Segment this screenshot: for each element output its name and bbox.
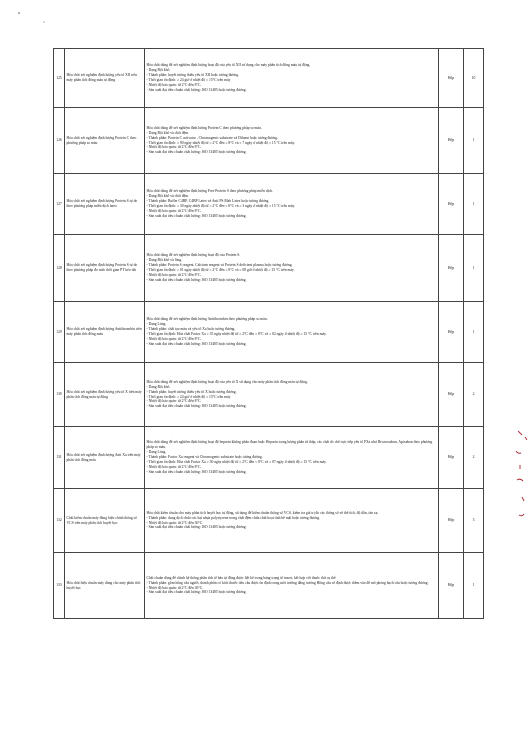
row-number: 130 — [54, 363, 65, 427]
item-description — [145, 174, 439, 235]
description-line: Hóa chất dùng để xét nghiệm định lượng hoạt độ của yếu tố X sử dụng cho máy phân tích đông máu tự động. — [146, 379, 308, 384]
row-number: 128 — [54, 235, 65, 302]
description-line: - Thời gian ổn định: ≥ 24 giờ ở nhiệt độ ≥ 15°C trên máy — [146, 78, 231, 82]
item-name: Hóa chất xét nghiệm định lượng yếu tố XII trên máy phân tích đông máu tự động — [65, 49, 145, 108]
table-row — [54, 427, 484, 489]
table-row — [54, 49, 484, 108]
description-line: Hóa chất dùng để xét nghiệm định lượng hoạt độ của Protein S. — [146, 253, 241, 258]
description-line: - Nhiệt độ bảo quản: từ 2°C đến 8°C. — [146, 145, 202, 150]
item-description — [145, 302, 439, 363]
description-line: - Nhiệt độ bảo quản: từ 2°C đến 8°C. — [146, 464, 202, 469]
item-name: Hóa chất hiệu chuẩn máy dùng cho máy phân tích huyết học — [65, 553, 145, 619]
description-line: - Sản xuất đạt tiêu chuẩn chất lượng: ISO 13485 hoặc tương đương. — [146, 590, 247, 595]
description-line: Hóa chất dùng để xét nghiệm định lượng hoạt độ heparin không phân đoạn hoặc Heparin trọng lượng phân tử thấp, các chất ức chế trực tiếp yếu tố FXa như Rivaroxaban, Apixaban theo phương pháp so màu. — [146, 440, 433, 450]
description-line: - Dạng Bột khô và chất đệm. — [146, 194, 189, 199]
item-unit: Hộp — [439, 489, 464, 553]
item-unit: Hộp — [439, 174, 464, 235]
row-number: 129 — [54, 302, 65, 363]
description-line: - Sản xuất đạt tiêu chuẩn chất lượng: ISO 13485 hoặc tương đương. — [146, 213, 247, 218]
item-quantity: 1 — [464, 553, 484, 619]
description-line: - Sản xuất đạt tiêu chuẩn chất lượng: ISO 13485 hoặc tương đương. — [146, 525, 247, 530]
description-line: Hóa chất dùng để xét nghiệm định lượng Free Protein S theo phương pháp miễn dịch. — [146, 189, 273, 194]
description-line: - Nhiệt độ bảo quản: từ 2°C đến 30°C. — [146, 585, 204, 590]
description-line: - Dạng Bột khô. — [146, 384, 171, 389]
item-quantity: 3 — [464, 489, 484, 553]
item-name: Hóa chất xét nghiệm định lượng Anti Xa trên máy phân tích đông máu — [65, 427, 145, 489]
item-quantity: 1 — [464, 235, 484, 302]
description-line: - Sản xuất đạt tiêu chuẩn chất lượng: ISO 13485 hoặc tương đương. — [146, 404, 247, 409]
description-line: Hóa chất dùng để xét nghiệm định lượng hoạt độ của yếu tố XII sử dụng cho máy phân tích đông máu tự động. — [146, 63, 311, 68]
item-unit: Hộp — [439, 363, 464, 427]
description-line: - Thành phần: huyết tương thiếu yếu tố X hoặc tương đương. — [146, 389, 237, 394]
item-description — [145, 489, 439, 553]
description-line: - Nhiệt độ bảo quản: từ 2°C đến 8°C. — [146, 272, 202, 277]
item-description — [145, 363, 439, 427]
item-name: Hóa chất xét nghiệm định lượng Antithrombin trên máy phân tích đông máu — [65, 302, 145, 363]
description-line: - Thành phần: huyết tương thiếu yếu tố XII hoặc tương đương. — [146, 73, 239, 78]
description-line: Hóa chất kiểm chuẩn cho máy phân tích huyết học tự động, sử dụng để kiểm chuẩn thông số VCS, kiểm tra giá trị đo các thông số về thể tích, độ dẫn, tán xạ. — [146, 510, 379, 515]
item-quantity: 10 — [464, 49, 484, 108]
description-line: - Thành phần: Protein C activator , Chromogenic substrate và Diluent hoặc tương đương. — [146, 135, 278, 140]
description-line: - Sản xuất đạt tiêu chuẩn chất lượng: ISO 13485 hoặc tương đương. — [146, 341, 247, 346]
item-quantity: 1 — [464, 302, 484, 363]
item-quantity: 2 — [464, 427, 484, 489]
row-number: 133 — [54, 553, 65, 619]
item-quantity: 2 — [464, 363, 484, 427]
item-description — [145, 108, 439, 174]
table-row — [54, 553, 484, 619]
description-line: - Nhiệt độ bảo quản: từ 2°C đến 8°C. — [146, 82, 202, 87]
description-line: - Thành phần: gồm hồng cầu người, thành phần có kích thước tiểu cầu được ổn định trong môi trường đẳng trương Hồng cầu cố định được thêm vào để mô phỏng bạch cầu hoặc tương đương. — [146, 580, 429, 585]
margin-marks — [510, 425, 530, 535]
description-line: - Thời gian ổn định: Hóa chất Factor Xa ≥ 30 ngày nhiệt độ từ ≥ 2°C đến ≤ 8°C và ≥ 07 ngày ở nhiệt độ ≥ 15 °C trên máy. — [146, 459, 327, 464]
description-line: - Sản xuất đạt tiêu chuẩn chất lượng: ISO 13485 hoặc tương đương. — [146, 277, 247, 282]
table-row — [54, 174, 484, 235]
description-line: - Thành phần: chất tạo màu và yếu tố Xa hoặc tương đương. — [146, 327, 236, 332]
description-line: - Thời gian ổn định: ≥ 30 ngày nhiệt độ từ ≥ 2°C đến ≤ 8°C và ≥ 3 ngày ở nhiệt độ ≥ 15 °C trên máy. — [146, 204, 296, 208]
item-unit: Hộp — [439, 108, 464, 174]
specification-table — [53, 48, 484, 619]
description-line: - Nhiệt độ bảo quản: từ 2°C đến 8°C. — [146, 399, 202, 404]
description-line: - Thời gian ổn định: ≥ 01 ngày nhiệt độ từ ≥ 2°C đến ≤ 8°C và ≥ 08 giờ ở nhiệt độ ≥ 15 °C trên máy. — [146, 268, 295, 272]
description-line: - Sản xuất đạt tiêu chuẩn chất lượng: ISO 13485 hoặc tương đương. — [146, 469, 247, 474]
row-number: 126 — [54, 108, 65, 174]
item-unit: Hộp — [439, 235, 464, 302]
item-description — [145, 49, 439, 108]
item-name: Hóa chất xét nghiệm định lượng Protein S tự do theo phương pháp đo mức thời gian PT kéo dài — [65, 235, 145, 302]
item-description — [145, 553, 439, 619]
item-quantity: 1 — [464, 108, 484, 174]
item-unit: Hộp — [439, 427, 464, 489]
description-line: - Thời gian ổn định: ≥ 90 ngày nhiệt độ từ ≥ 2°C đến ≤ 8°C và ≥ 7 ngày ở nhiệt độ ≥ 15 °C trên máy. — [146, 140, 296, 145]
item-quantity: 1 — [464, 174, 484, 235]
description-line: - Dạng Lỏng. — [146, 322, 167, 327]
item-description — [145, 427, 439, 489]
description-line: - Nhiệt độ bảo quản: từ 2°C đến 8°C. — [146, 208, 202, 213]
item-name: Chất kiểm chuẩn máy đúng hiệu chỉnh thông số VCS trên máy phân tích huyết học — [65, 489, 145, 553]
description-line: - Sản xuất đạt tiêu chuẩn chất lượng: ISO 13485 hoặc tương đương. — [146, 150, 247, 155]
item-description — [145, 235, 439, 302]
description-line: - Thành phần: Protein S reagent, Calcium reagent và Protein S deficient plasma hoặc tương đương. — [146, 263, 293, 268]
item-name: Hóa chất xét nghiệm định lượng Protein S tự do theo phương pháp miễn dịch latex — [65, 174, 145, 235]
description-line: - Thành phần: Buffer C4BP, C4BP Latex và Anti PS Mab Latex hoặc tương đương. — [146, 199, 270, 204]
row-number: 131 — [54, 427, 65, 489]
description-line: - Nhiệt độ bảo quản: từ 2°C đến 30°C. — [146, 520, 204, 525]
table-row — [54, 363, 484, 427]
description-line: Hóa chất dùng để xét nghiệm định lượng Antithrombin theo phương pháp so màu. — [146, 317, 268, 322]
description-line: - Thành phần: dung dịch chứa các hạt nhựa polystyrene trong chất đệm chứa chất hoạt tính bề mặt hoặc tương đương. — [146, 515, 321, 520]
table-row — [54, 108, 484, 174]
table-row — [54, 489, 484, 553]
description-line: - Dạng Lỏng. — [146, 450, 167, 455]
item-unit: Hộp — [439, 49, 464, 108]
table-row — [54, 302, 484, 363]
row-number: 125 — [54, 49, 65, 108]
item-name: Hóa chất xét nghiệm định lượng yếu tố X trên máy phân tích đông máu tự động — [65, 363, 145, 427]
item-unit: Hộp — [439, 302, 464, 363]
description-line: - Thời gian ổn định: Hóa chất Factor Xa ≥ 35 ngày nhiệt độ từ ≥ 2°C đến ≤ 8°C và ≥ 02 ngày ở nhiệt độ ≥ 15 °C trên máy. — [146, 332, 327, 336]
description-line: - Thời gian ổn định: ≥ 24 giờ ở nhiệt độ ≥ 15°C trên máy — [146, 394, 231, 399]
item-unit: Hộp — [439, 553, 464, 619]
description-line: - Thành phần: Factor Xa reagent và Chromogenic substrate hoặc tương đương. — [146, 455, 263, 460]
description-line: - Dạng Bột khô và chất đệm. — [146, 130, 189, 135]
description-line: - Sản xuất đạt tiêu chuẩn chất lượng: ISO 13485 hoặc tương đương. — [146, 87, 247, 92]
row-number: 127 — [54, 174, 65, 235]
item-name: Hóa chất xét nghiệm định lượng Protein C theo phương pháp so màu — [65, 108, 145, 174]
table-row — [54, 235, 484, 302]
description-line: Chất chuẩn dùng để chỉnh hệ thống phân tích tế bào tự động được liệt kê trong bảng trong tờ insert, kết hợp với thuốc thử cụ thể — [146, 575, 336, 580]
description-line: - Dạng Bột khô. — [146, 68, 171, 73]
description-line: - Dạng Bột khô và lỏng. — [146, 258, 183, 263]
row-number: 132 — [54, 489, 65, 553]
description-line: Hóa chất dùng để xét nghiệm định lượng Protein C theo phương pháp so màu. — [146, 125, 262, 130]
description-line: - Nhiệt độ bảo quản: từ 2°C đến 8°C. — [146, 336, 202, 341]
